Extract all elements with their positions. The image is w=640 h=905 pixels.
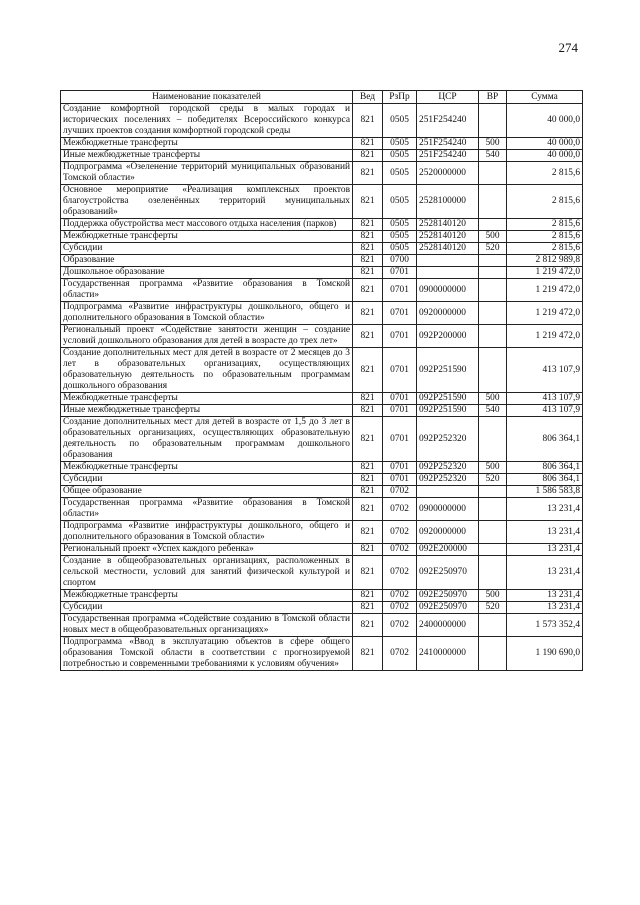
cell-csr: 092E200000 [417,544,479,556]
cell-vr: 500 [479,393,507,405]
cell-name: Иные межбюджетные трансферты [61,150,353,162]
cell-csr: 0900000000 [417,498,479,521]
cell-rzpr: 0702 [383,521,417,544]
cell-ved: 821 [353,255,383,267]
cell-vr [479,498,507,521]
table-row [61,302,583,325]
cell-name: Межбюджетные трансферты [61,138,353,150]
cell-vr [479,637,507,671]
cell-rzpr: 0701 [383,417,417,462]
cell-sum: 1 219 472,0 [507,267,583,279]
cell-csr: 092E250970 [417,602,479,614]
cell-csr: 092E250970 [417,590,479,602]
cell-rzpr: 0702 [383,602,417,614]
cell-rzpr: 0505 [383,104,417,138]
cell-csr: 2528140120 [417,231,479,243]
table-row [61,138,583,150]
table-row [61,104,583,138]
cell-vr [479,104,507,138]
table-row [61,498,583,521]
cell-vr [479,556,507,590]
cell-csr: 092P252320 [417,474,479,486]
cell-csr: 251F254240 [417,138,479,150]
cell-csr: 0920000000 [417,302,479,325]
cell-sum: 1 190 690,0 [507,637,583,671]
cell-csr: 2528140120 [417,219,479,231]
cell-vr [479,267,507,279]
cell-name: Субсидии [61,474,353,486]
cell-vr: 500 [479,231,507,243]
cell-name: Государственная программа «Развитие образования в Томской области» [61,279,353,302]
cell-name: Создание в общеобразовательных организациях, расположенных в сельской местности, условий для занятий физической культурой и спортом [61,556,353,590]
cell-ved: 821 [353,279,383,302]
cell-name: Создание дополнительных мест для детей в возрасте от 2 месяцев до 3 лет в образовательных организациях, осуществляющих образовательную деятельность по образовательным программам дошкольного образования [61,348,353,393]
table-row [61,255,583,267]
cell-csr: 092P251590 [417,405,479,417]
cell-sum: 2 815,6 [507,219,583,231]
table-row [61,325,583,348]
cell-name: Создание дополнительных мест для детей в возрасте от 1,5 до 3 лет в образовательных организациях, осуществляющих образовательную деятельность по образовательным программам дошкольного образования [61,417,353,462]
table-row [61,614,583,637]
cell-name: Иные межбюджетные трансферты [61,405,353,417]
cell-sum: 1 586 583,8 [507,486,583,498]
cell-vr: 500 [479,590,507,602]
cell-csr: 251F254240 [417,104,479,138]
cell-vr [479,544,507,556]
cell-vr [479,279,507,302]
cell-rzpr: 0505 [383,243,417,255]
cell-ved: 821 [353,231,383,243]
cell-rzpr: 0701 [383,325,417,348]
cell-sum: 1 219 472,0 [507,279,583,302]
cell-rzpr: 0701 [383,405,417,417]
cell-csr: 092P251590 [417,393,479,405]
cell-sum: 13 231,4 [507,590,583,602]
cell-sum: 13 231,4 [507,521,583,544]
cell-ved: 821 [353,185,383,219]
cell-sum: 806 364,1 [507,417,583,462]
cell-sum: 806 364,1 [507,474,583,486]
cell-ved: 821 [353,138,383,150]
cell-ved: 821 [353,302,383,325]
cell-ved: 821 [353,325,383,348]
cell-sum: 1 219 472,0 [507,325,583,348]
cell-name: Общее образование [61,486,353,498]
table-row [61,637,583,671]
cell-rzpr: 0702 [383,637,417,671]
cell-rzpr: 0700 [383,255,417,267]
cell-vr [479,348,507,393]
cell-sum: 413 107,9 [507,405,583,417]
cell-csr [417,255,479,267]
cell-ved: 821 [353,104,383,138]
cell-name: Подпрограмма «Ввод в эксплуатацию объектов в сфере общего образования Томской области в соответствии с прогнозируемой потребностью и современными требованиями к условиям обучения» [61,637,353,671]
cell-ved: 821 [353,462,383,474]
cell-name: Субсидии [61,243,353,255]
cell-vr [479,486,507,498]
cell-sum: 13 231,4 [507,544,583,556]
cell-name: Основное мероприятие «Реализация комплексных проектов благоустройства озеленённых территорий муниципальных образований» [61,185,353,219]
header-vr: ВР [479,91,507,104]
cell-ved: 821 [353,602,383,614]
cell-name: Межбюджетные трансферты [61,462,353,474]
cell-rzpr: 0701 [383,474,417,486]
cell-vr [479,255,507,267]
cell-sum: 1 219 472,0 [507,302,583,325]
cell-name: Межбюджетные трансферты [61,231,353,243]
cell-ved: 821 [353,521,383,544]
cell-rzpr: 0505 [383,185,417,219]
cell-rzpr: 0505 [383,138,417,150]
cell-ved: 821 [353,348,383,393]
cell-ved: 821 [353,498,383,521]
cell-csr: 2520000000 [417,162,479,185]
cell-rzpr: 0701 [383,348,417,393]
cell-rzpr: 0702 [383,544,417,556]
cell-sum: 13 231,4 [507,498,583,521]
cell-sum: 2 815,6 [507,162,583,185]
cell-sum: 40 000,0 [507,104,583,138]
cell-csr: 092P200000 [417,325,479,348]
cell-vr: 500 [479,462,507,474]
header-csr: ЦСР [417,91,479,104]
cell-name: Подпрограмма «Развитие инфраструктуры дошкольного, общего и дополнительного образования в Томской области» [61,521,353,544]
cell-name: Подпрограмма «Озеленение территорий муниципальных образований Томской области» [61,162,353,185]
cell-csr: 0900000000 [417,279,479,302]
table-row [61,393,583,405]
cell-csr: 2400000000 [417,614,479,637]
table-row [61,243,583,255]
cell-rzpr: 0505 [383,219,417,231]
table-row [61,185,583,219]
cell-sum: 2 815,6 [507,185,583,219]
cell-sum: 40 000,0 [507,138,583,150]
cell-ved: 821 [353,544,383,556]
cell-vr [479,219,507,231]
cell-ved: 821 [353,405,383,417]
cell-vr [479,417,507,462]
table-row [61,417,583,462]
cell-sum: 2 815,6 [507,243,583,255]
cell-ved: 821 [353,150,383,162]
cell-csr: 092P252320 [417,417,479,462]
cell-sum: 413 107,9 [507,393,583,405]
cell-ved: 821 [353,614,383,637]
cell-ved: 821 [353,590,383,602]
page-number: 274 [558,40,578,55]
cell-name: Межбюджетные трансферты [61,393,353,405]
cell-sum: 2 812 989,8 [507,255,583,267]
cell-ved: 821 [353,556,383,590]
cell-name: Межбюджетные трансферты [61,590,353,602]
cell-sum: 413 107,9 [507,348,583,393]
cell-rzpr: 0505 [383,231,417,243]
table-row [61,544,583,556]
cell-ved: 821 [353,219,383,231]
cell-rzpr: 0701 [383,267,417,279]
cell-rzpr: 0701 [383,302,417,325]
cell-ved: 821 [353,267,383,279]
cell-vr [479,325,507,348]
cell-ved: 821 [353,637,383,671]
cell-name: Государственная программа «Развитие образования в Томской области» [61,498,353,521]
cell-vr: 520 [479,474,507,486]
cell-name: Дошкольное образование [61,267,353,279]
cell-name: Подпрограмма «Развитие инфраструктуры дошкольного, общего и дополнительного образования в Томской области» [61,302,353,325]
header-row [61,91,583,104]
table-header [61,91,583,104]
cell-vr: 520 [479,243,507,255]
table-row [61,462,583,474]
cell-name: Субсидии [61,602,353,614]
cell-rzpr: 0702 [383,556,417,590]
cell-name: Образование [61,255,353,267]
cell-csr: 092E250970 [417,556,479,590]
cell-vr: 520 [479,602,507,614]
table-row [61,162,583,185]
table-row [61,474,583,486]
cell-vr [479,185,507,219]
cell-sum: 40 000,0 [507,150,583,162]
header-sum: Сумма [507,91,583,104]
cell-rzpr: 0702 [383,486,417,498]
cell-sum: 1 573 352,4 [507,614,583,637]
cell-ved: 821 [353,243,383,255]
header-rzpr: РзПр [383,91,417,104]
cell-sum: 13 231,4 [507,602,583,614]
cell-ved: 821 [353,393,383,405]
table-row [61,405,583,417]
cell-name: Поддержка обустройства мест массового отдыха населения (парков) [61,219,353,231]
cell-name: Региональный проект «Содействие занятости женщин – создание условий дошкольного образования для детей в возрасте до трех лет» [61,325,353,348]
cell-vr [479,302,507,325]
table-row [61,486,583,498]
cell-name: Создание комфортной городской среды в малых городах и исторических поселениях – победителях Всероссийского конкурса лучших проектов создания комфортной городской среды [61,104,353,138]
table-row [61,556,583,590]
header-name: Наименование показателей [61,91,353,104]
cell-csr [417,486,479,498]
cell-vr [479,162,507,185]
cell-sum: 13 231,4 [507,556,583,590]
budget-table [60,90,583,671]
cell-vr [479,521,507,544]
table-row [61,590,583,602]
cell-rzpr: 0702 [383,614,417,637]
cell-csr: 0920000000 [417,521,479,544]
cell-vr: 540 [479,150,507,162]
table-row [61,231,583,243]
table-body [61,104,583,671]
cell-csr [417,267,479,279]
cell-csr: 251F254240 [417,150,479,162]
cell-rzpr: 0702 [383,498,417,521]
cell-rzpr: 0702 [383,590,417,602]
cell-name: Государственная программа «Содействие созданию в Томской области новых мест в общеобразовательных организациях» [61,614,353,637]
cell-vr: 500 [479,138,507,150]
cell-rzpr: 0701 [383,462,417,474]
cell-vr [479,614,507,637]
cell-csr: 092P251590 [417,348,479,393]
table-row [61,279,583,302]
header-ved: Вед [353,91,383,104]
cell-name: Региональный проект «Успех каждого ребенка» [61,544,353,556]
cell-rzpr: 0505 [383,162,417,185]
table-row [61,219,583,231]
cell-csr: 2528140120 [417,243,479,255]
cell-rzpr: 0701 [383,393,417,405]
cell-rzpr: 0505 [383,150,417,162]
cell-ved: 821 [353,417,383,462]
cell-ved: 821 [353,162,383,185]
cell-csr: 092P252320 [417,462,479,474]
table-row [61,150,583,162]
table-row [61,521,583,544]
cell-sum: 2 815,6 [507,231,583,243]
table-row [61,602,583,614]
cell-csr: 2528100000 [417,185,479,219]
cell-rzpr: 0701 [383,279,417,302]
cell-csr: 2410000000 [417,637,479,671]
cell-vr: 540 [479,405,507,417]
cell-ved: 821 [353,486,383,498]
table-row [61,348,583,393]
cell-ved: 821 [353,474,383,486]
table-row [61,267,583,279]
cell-sum: 806 364,1 [507,462,583,474]
